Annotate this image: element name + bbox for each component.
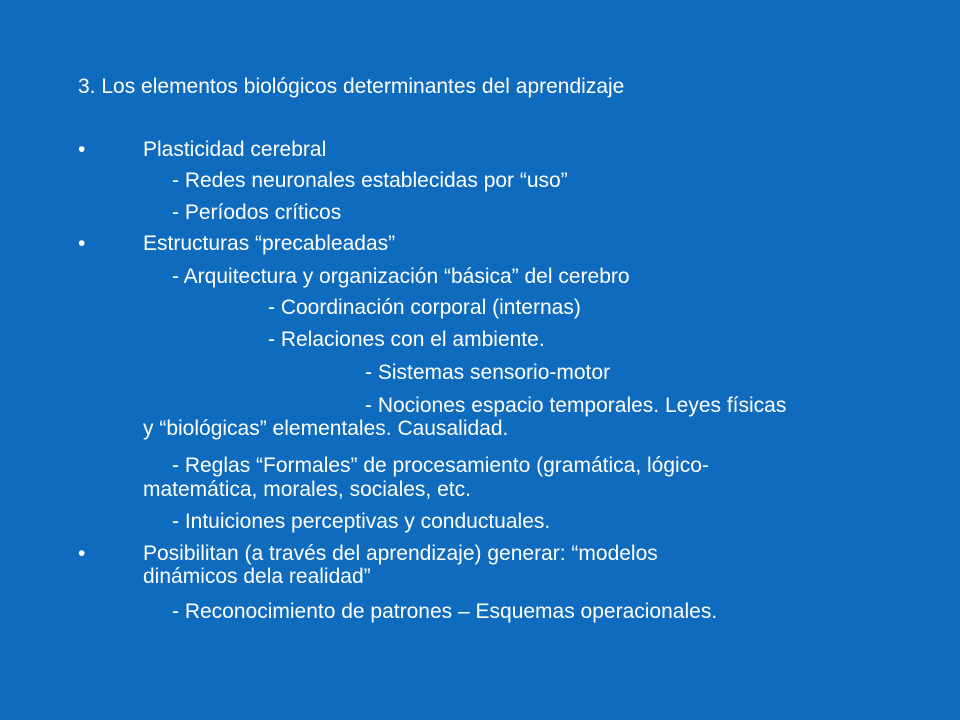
- bullet-marker: •: [78, 542, 86, 565]
- bullet-marker: •: [78, 232, 86, 255]
- sub-item-sistemas: - Sistemas sensorio-motor: [365, 361, 611, 384]
- sub-item-relaciones: - Relaciones con el ambiente.: [268, 328, 545, 351]
- bullet-marker: •: [78, 138, 86, 161]
- sub-item-nociones-cont: y “biológicas” elementales. Causalidad.: [143, 417, 509, 440]
- bullet-posibilitan: Posibilitan (a través del aprendizaje) generar: “modelos: [143, 542, 658, 565]
- sub-item-reglas: - Reglas “Formales” de procesamiento (gramática, lógico-: [172, 454, 709, 477]
- sub-item-coordinacion: - Coordinación corporal (internas): [268, 296, 581, 319]
- sub-item-reconocimiento: - Reconocimiento de patrones – Esquemas operacionales.: [172, 600, 718, 623]
- sub-item-arquitectura: - Arquitectura y organización “básica” del cerebro: [172, 265, 630, 288]
- bullet-plasticidad: Plasticidad cerebral: [143, 138, 327, 161]
- slide-heading: 3. Los elementos biológicos determinantes del aprendizaje: [78, 75, 625, 98]
- sub-item-nociones: - Nociones espacio temporales. Leyes físicas: [365, 394, 787, 417]
- sub-item-reglas-cont: matemática, morales, sociales, etc.: [143, 478, 471, 501]
- sub-item-intuiciones: - Intuiciones perceptivas y conductuales.: [172, 510, 551, 533]
- sub-item-redes: - Redes neuronales establecidas por “uso”: [172, 169, 568, 192]
- bullet-posibilitan-cont: dinámicos dela realidad”: [143, 565, 371, 588]
- sub-item-periodos: - Períodos críticos: [172, 201, 342, 224]
- bullet-estructuras: Estructuras “precableadas”: [143, 232, 396, 255]
